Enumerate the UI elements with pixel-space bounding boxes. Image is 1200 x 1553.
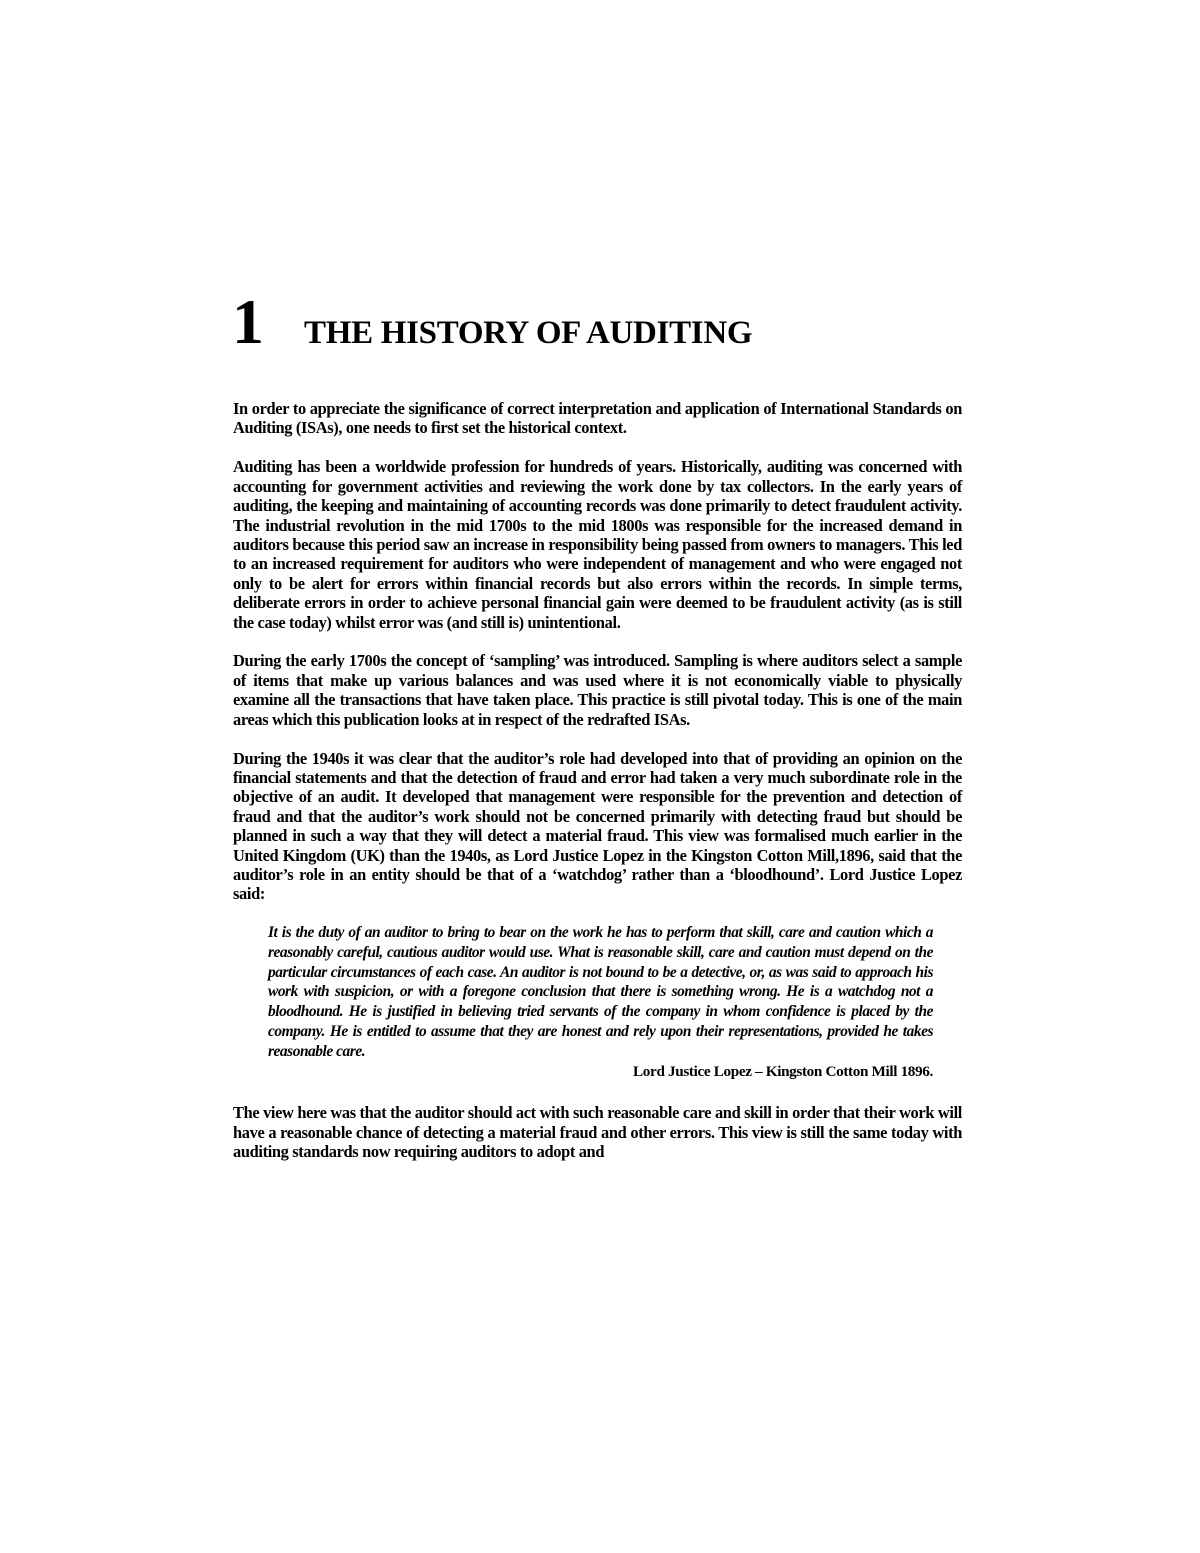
watchdog-paragraph: During the 1940s it was clear that the auditor’s role had developed into that of providing an opinion on the financial statements and that the detection of fraud and error had taken a very much subordinate role in the objective of an audit. It developed that management were responsible for the prevention and detection of fraud and that the auditor’s work should not be concerned primarily with detecting fraud but should be planned in such a way that they will detect a material fraud. This view was formalised much earlier in the United Kingdom (UK) than the 1940s, as Lord Justice Lopez in the Kingston Cotton Mill,1896, said that the auditor’s role in an entity should be that of a ‘watchdog’ rather than a ‘bloodhound’. Lord Justice Lopez said: — [233, 748, 962, 904]
quote-attribution: Lord Justice Lopez – Kingston Cotton Mill 1896. — [633, 1063, 933, 1081]
chapter-title: THE HISTORY OF AUDITING — [304, 315, 753, 351]
history-paragraph: Auditing has been a worldwide profession for hundreds of years. Historically, auditing was concerned with accounting for government activities and reviewing the work done by tax collectors. In the early years of auditing, the keeping and maintaining of accounting records was done primarily to detect fraudulent activity. The industrial revolution in the mid 1700s to the mid 1800s was responsible for the increased demand in auditors because this period saw an increase in responsibility being passed from owners to managers. This led to an increased requirement for auditors who were independent of management and who were engaged not only to be alert for errors within financial records but also errors within the records. In simple terms, deliberate errors in order to achieve personal financial gain were deemed to be fraudulent activity (as is still the case today) whilst error was (and still is) unintentional. — [233, 457, 962, 632]
chapter-number: 1 — [232, 286, 264, 357]
block-quote — [268, 923, 933, 1082]
closing-paragraph: The view here was that the auditor should act with such reasonable care and skill in order that their work will have a reasonable chance of detecting a material fraud and other errors. This view is still the same today with auditing standards now requiring auditors to adopt and — [233, 1103, 962, 1162]
chapter-heading — [232, 286, 972, 357]
sampling-paragraph: During the early 1700s the concept of ‘sampling’ was introduced. Sampling is where auditors select a sample of items that make up various balances and was used where it is not economically viable to physically examine all the transactions that have taken place. This practice is still pivotal today. This is one of the main areas which this publication looks at in respect of the redrafted ISAs. — [233, 651, 962, 729]
chapter-body — [233, 399, 962, 1181]
intro-paragraph: In order to appreciate the significance of correct interpretation and application of International Standards on Auditing (ISAs), one needs to first set the historical context. — [233, 399, 962, 438]
quote-text: It is the duty of an auditor to bring to bear on the work he has to perform that skill, care and caution which a reasonably careful, cautious auditor would use. What is reasonable skill, care and caution must depend on the particular circumstances of each case. An auditor is not bound to be a detective, or, as was said to approach his work with suspicion, or with a foregone conclusion that there is something wrong. He is a watchdog not a bloodhound. He is justified in believing tried servants of the company in whom confidence is placed by the company. He is entitled to assume that they are honest and rely upon their representations, provided he takes reasonable care. — [268, 924, 933, 1060]
